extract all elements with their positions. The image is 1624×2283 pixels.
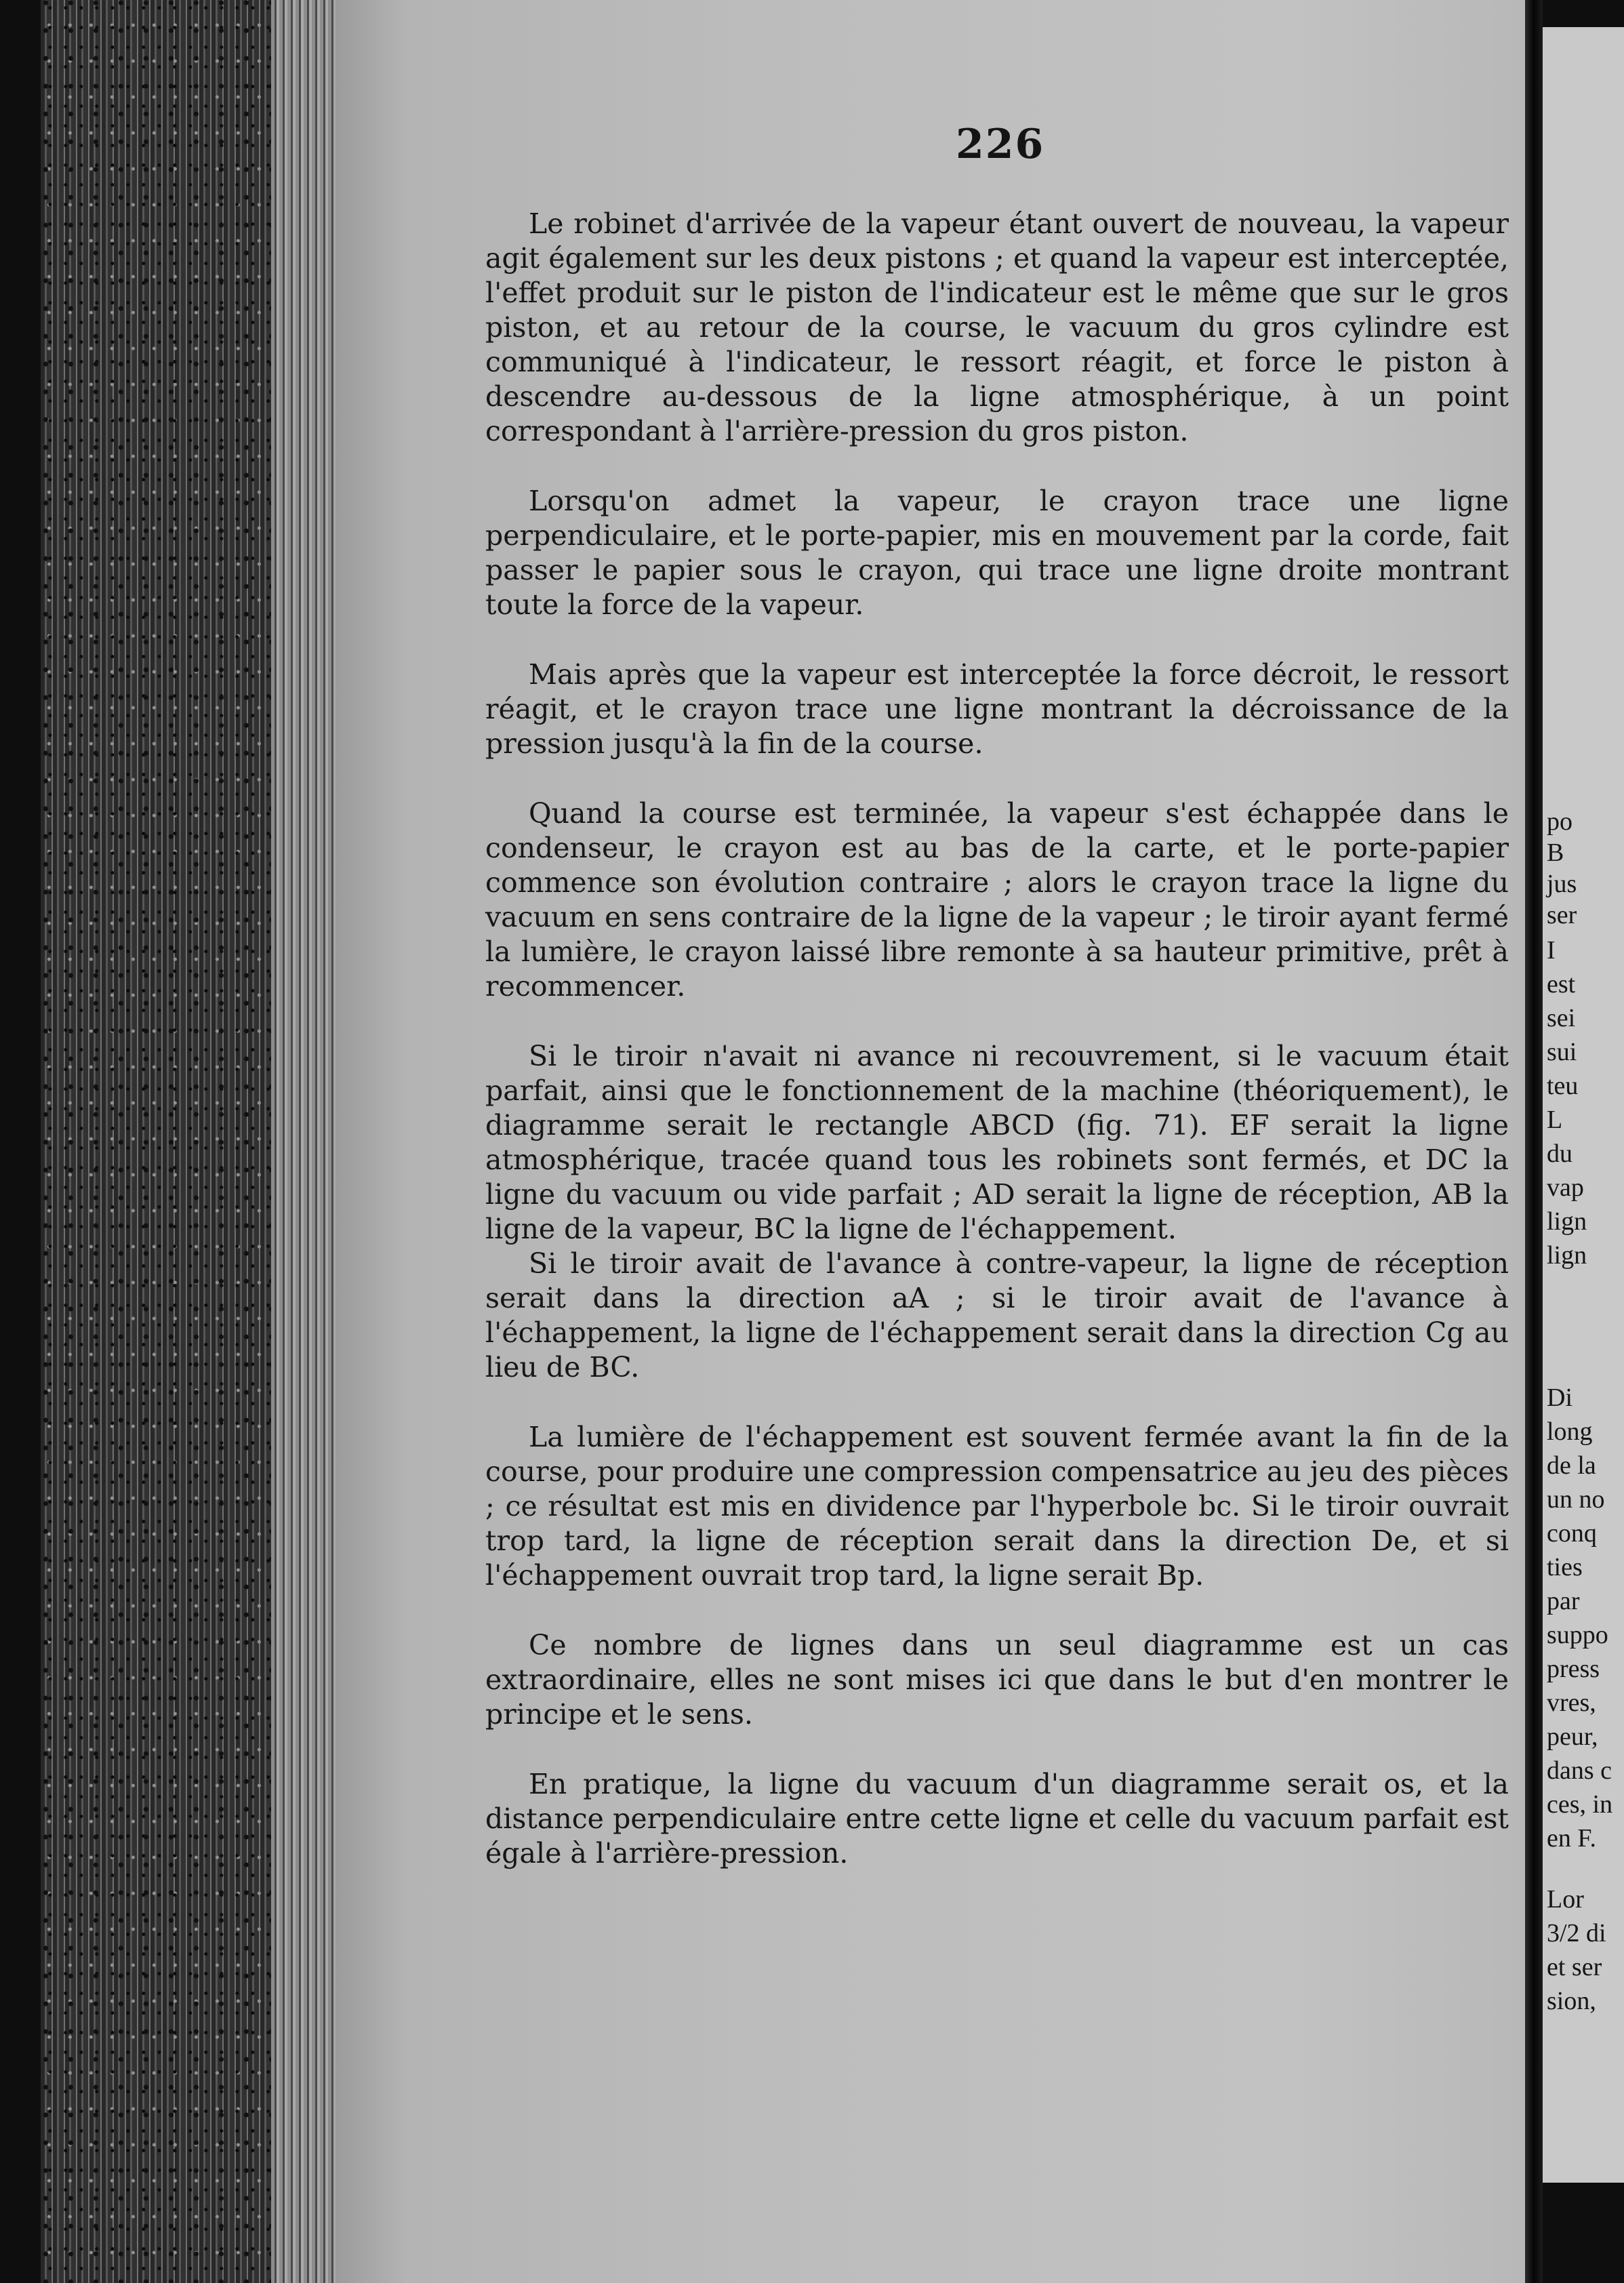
next-page-fragment: press: [1547, 1655, 1600, 1683]
paragraph: La lumière de l'échappement est souvent fermée avant la fin de la course, pour produire une compression compensatrice au jeu des pièces ; ce résultat est mis en dividence par l'hyperbole bc. Si le tiroir ouvrait trop tard, la ligne de réception serait dans la direction De, et si l'échappement ouvrait trop tard, la ligne serait Bp.: [485, 1421, 1509, 1592]
paragraph: Lorsqu'on admet la vapeur, le crayon trace une ligne perpendiculaire, et le porte-papier, mis en mouvement par la corde, fait passer le papier sous le crayon, qui trace une ligne droite montrant toute la force de la vapeur.: [485, 485, 1509, 621]
next-page-fragment: long: [1547, 1417, 1593, 1446]
next-page-fragment: suppo: [1547, 1621, 1608, 1649]
next-page-fragment: po: [1547, 807, 1572, 836]
next-page-fragment: Lor: [1547, 1885, 1584, 1914]
paragraph: Mais après que la vapeur est interceptée la force décroit, le ressort réagit, et le crayon trace une ligne montrant la décroissance de la pression jusqu'à la fin de la course.: [485, 658, 1509, 760]
next-page-fragment: dans c: [1547, 1756, 1612, 1785]
next-page-fragment: L: [1547, 1106, 1563, 1134]
next-page-fragment: ces, in: [1547, 1790, 1613, 1819]
book-gutter: [1525, 0, 1543, 2283]
next-page-fragment: lign: [1547, 1207, 1587, 1236]
next-page-fragment: lign: [1547, 1241, 1587, 1270]
paragraph: Ce nombre de lignes dans un seul diagramme est un cas extraordinaire, elles ne sont mises ici que dans le but d'en montrer le principe et le sens.: [485, 1629, 1509, 1731]
next-page-fragment: conq: [1547, 1519, 1597, 1548]
paragraph: Si le tiroir n'avait ni avance ni recouvrement, si le vacuum était parfait, ainsi que le fonctionnement de la machine (théoriquement), le diagramme serait le rectangle ABCD (fig. 71). EF serait la ligne atmosphérique, tracée quand tous les robinets sont fermés, et DC la ligne du vacuum ou vide parfait ; AD serait la ligne de réception, AB la ligne de la vapeur, BC la ligne de l'échappement.: [485, 1040, 1509, 1245]
next-page-fragment: Di: [1547, 1383, 1572, 1412]
page-text: [485, 207, 1509, 1871]
paragraph: Le robinet d'arrivée de la vapeur étant ouvert de nouveau, la vapeur agit également sur les deux pistons ; et quand la vapeur est interceptée, l'effet produit sur le piston de l'indicateur est le même que sur le gros piston, et au retour de la course, le vacuum du gros cylindre est communiqué à l'indicateur, le ressort réagit, et force le piston à descendre au-dessous de la ligne atmosphérique, à un point correspondant à l'arrière-pression du gros piston.: [485, 207, 1509, 447]
next-page-fragment: ties: [1547, 1553, 1583, 1581]
next-page-fragment: un no: [1547, 1485, 1605, 1514]
next-page-fragment: vres,: [1547, 1689, 1596, 1717]
next-page-fragment: peur,: [1547, 1722, 1598, 1751]
page-stack-edge: [271, 0, 339, 2283]
next-page-fragment: teu: [1547, 1072, 1579, 1100]
next-page-fragment: de la: [1547, 1451, 1596, 1480]
paragraph: Quand la course est terminée, la vapeur s'est échappée dans le condenseur, le crayon est au bas de la carte, et le porte-papier commence son évolution contraire ; alors le crayon trace la ligne du vacuum en sens contraire de la ligne de la vapeur ; le tiroir ayant fermé la lumière, le crayon laissé libre remonte à sa hauteur primitive, prêt à recommencer.: [485, 797, 1509, 1003]
next-page-fragment: I: [1547, 936, 1556, 965]
next-page-fragment: est: [1547, 970, 1576, 998]
next-page-fragment: sei: [1547, 1004, 1576, 1032]
next-page-fragment: B: [1547, 839, 1564, 867]
next-page-fragment: par: [1547, 1587, 1580, 1615]
next-page-fragment: en F.: [1547, 1824, 1596, 1853]
page-number: 226: [956, 121, 1045, 168]
next-page-fragment: vap: [1547, 1173, 1584, 1202]
paragraph: Si le tiroir avait de l'avance à contre-vapeur, la ligne de réception serait dans la direction aA ; si le tiroir avait de l'avance à l'échappement, la ligne de l'échappement serait dans la direction Cg au lieu de BC.: [485, 1247, 1509, 1383]
next-page-fragment: sui: [1547, 1038, 1577, 1066]
next-page-fragment: et ser: [1547, 1953, 1602, 1981]
next-page-fragment: sion,: [1547, 1987, 1596, 2015]
next-page-sliver: [1543, 27, 1624, 2183]
next-page-fragment: ser: [1547, 901, 1577, 929]
next-page-fragment: du: [1547, 1139, 1572, 1168]
next-page-fragment: 3/2 di: [1547, 1919, 1606, 1947]
paragraph: En pratique, la ligne du vacuum d'un diagramme serait os, et la distance perpendiculaire entre cette ligne et celle du vacuum parfait est égale à l'arrière-pression.: [485, 1768, 1509, 1870]
next-page-fragment: jus: [1547, 870, 1577, 898]
